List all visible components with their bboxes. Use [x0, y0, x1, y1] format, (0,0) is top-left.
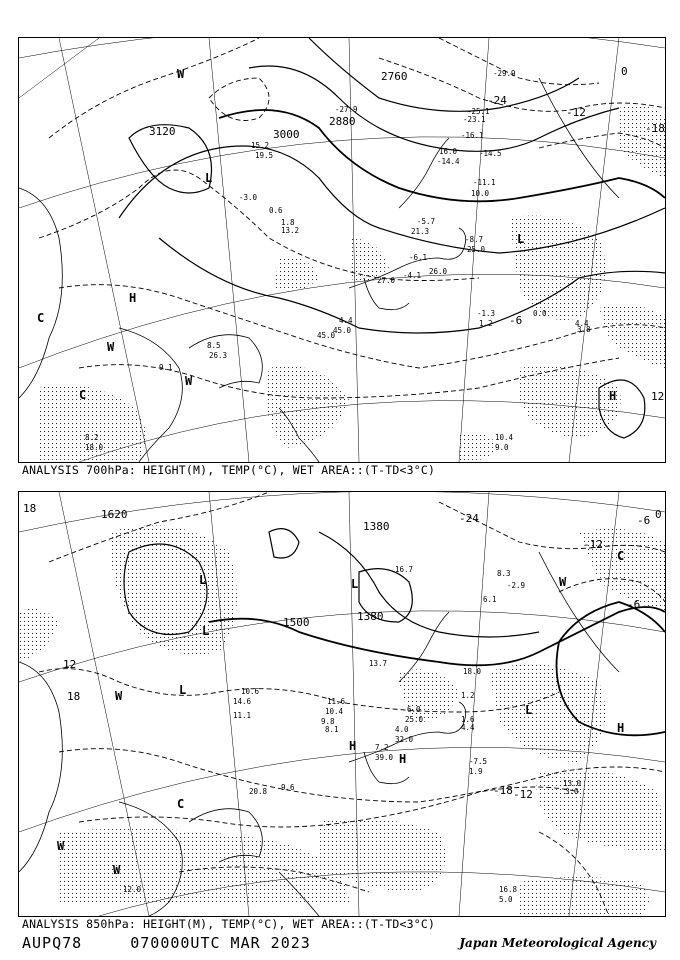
pressure-center-marker: C: [37, 311, 45, 325]
pressure-center-marker: H: [617, 721, 625, 735]
pressure-center-marker: L: [179, 683, 187, 697]
isotherm-label: 18: [23, 502, 37, 515]
station-plot-value: -2.9: [507, 581, 526, 590]
valid-time: 070000UTC MAR 2023: [130, 934, 311, 952]
station-plot-value: 1.9: [469, 767, 483, 776]
station-plot-value: -11.1: [473, 178, 496, 187]
wet-area-850: [19, 525, 665, 916]
map-850hpa: [19, 492, 665, 916]
isotherm-label: -6: [627, 598, 641, 611]
station-plot-value: -3.0: [239, 193, 258, 202]
caption-850hpa: ANALYSIS 850hPa: HEIGHT(M), TEMP(°C), WET AREA::(T-TD<3°C): [22, 917, 436, 931]
station-plot-value: -29.9: [493, 69, 516, 78]
pressure-center-marker: W: [559, 575, 567, 589]
station-plot-value: 12.0: [123, 885, 142, 894]
pressure-center-marker: H: [609, 389, 617, 403]
pressure-center-marker: C: [79, 388, 87, 402]
isotherm-label: -18: [493, 784, 513, 797]
pressure-center-marker: C: [617, 549, 625, 563]
station-plot-value: 9.1: [159, 363, 173, 372]
station-plot-value: 25.0: [405, 715, 424, 724]
station-plot-value: -1.3: [477, 309, 496, 318]
station-plot-value: -27.9: [335, 105, 358, 114]
station-plot-value: 10.6: [241, 687, 260, 696]
station-plot-value: -14.5: [479, 149, 502, 158]
station-plot-value: 10.4: [325, 707, 344, 716]
station-plot-value: 7.2: [375, 743, 389, 752]
pressure-center-marker: W: [185, 374, 193, 388]
pressure-center-marker: W: [57, 839, 65, 853]
station-plot-value: 6.1: [483, 595, 497, 604]
station-plot-value: 3.8: [577, 325, 591, 334]
caption-700hpa: ANALYSIS 700hPa: HEIGHT(M), TEMP(°C), WET AREA::(T-TD<3°C): [22, 463, 436, 477]
pressure-center-marker: W: [113, 863, 121, 877]
station-plot-value: 25.0: [467, 245, 486, 254]
isotherms-700: [39, 38, 665, 398]
station-plot-value: 18.0: [85, 443, 104, 452]
pressure-center-marker: W: [115, 689, 123, 703]
station-plot-value: 5.0: [499, 895, 513, 904]
pressure-center-marker: H: [399, 752, 407, 766]
station-plot-value: 18.0: [463, 667, 482, 676]
station-plot-value: 9.6: [281, 783, 295, 792]
isotherm-label: 0: [655, 508, 662, 521]
station-plot-value: -16.1: [461, 131, 484, 140]
height-contour-label: 3000: [273, 128, 300, 141]
product-code: AUPQ78: [22, 934, 83, 952]
station-plot-value: 8.5: [207, 341, 221, 350]
height-contour-label: 2760: [381, 70, 408, 83]
station-plot-value: -6.1: [409, 253, 428, 262]
station-plot-value: -14.4: [437, 157, 460, 166]
station-plot-value: 27.0: [377, 276, 396, 285]
station-plot-value: 16.8: [499, 885, 518, 894]
height-contour-label: 3120: [149, 125, 176, 138]
station-plot-value: 1.2: [461, 691, 475, 700]
station-plot-value: 6.0: [407, 705, 421, 714]
station-plot-value: -8.7: [465, 235, 484, 244]
station-plot-value: 8.1: [325, 725, 339, 734]
station-plot-value: -5.7: [417, 217, 436, 226]
station-plot-value: 45.0: [317, 331, 336, 340]
station-plot-value: 45.0: [333, 326, 352, 335]
station-plot-value: 13.2: [281, 226, 300, 235]
height-contour-label: 1620: [101, 508, 128, 521]
isotherm-label: -24: [487, 94, 507, 107]
height-contour-label: 2880: [329, 115, 356, 128]
pressure-center-marker: H: [349, 739, 357, 753]
station-plot-value: 11.1: [233, 711, 252, 720]
station-plot-value: 11.6: [327, 697, 346, 706]
isotherm-label: -18: [645, 122, 665, 135]
map-700hpa: [19, 38, 665, 462]
station-plot-value: 32.0: [395, 735, 414, 744]
station-plot-value: 0.6: [269, 206, 283, 215]
station-plot-value: 20.8: [249, 787, 268, 796]
pressure-center-marker: C: [177, 797, 185, 811]
station-plot-value: 8.2: [85, 433, 99, 442]
station-plot-value: 10.4: [495, 433, 514, 442]
isotherm-label: 18: [67, 690, 81, 703]
station-plot-value: 19.5: [255, 151, 274, 160]
agency-name: Japan Meteorological Agency: [459, 936, 656, 950]
station-plot-value: 13.7: [369, 659, 388, 668]
height-contour-label: 1380: [357, 610, 384, 623]
station-plot-value: 0.0: [533, 309, 547, 318]
station-plot-value: 8.3: [497, 569, 511, 578]
station-plot-value: 13.0: [563, 779, 582, 788]
product-code-and-time: [22, 934, 311, 952]
station-plot-value: 16.0: [439, 147, 458, 156]
station-plot-value: 4.4: [461, 723, 475, 732]
pressure-center-marker: H: [129, 291, 137, 305]
pressure-center-marker: L: [205, 171, 213, 185]
station-plot-value: -23.1: [463, 115, 486, 124]
isotherm-label: 12: [63, 658, 77, 671]
station-plot-value: 4.0: [395, 725, 409, 734]
pressure-center-marker: W: [177, 67, 185, 81]
isotherm-label: -12: [513, 788, 533, 801]
station-plot-value: 15.2: [251, 141, 270, 150]
station-plot-value: 21.3: [411, 227, 430, 236]
pressure-center-marker: L: [202, 624, 210, 638]
station-plot-value: -7.5: [469, 757, 488, 766]
station-plot-value: 10.0: [471, 189, 490, 198]
station-plot-value: 1.2: [479, 319, 493, 328]
station-plot-value: 26.3: [209, 351, 228, 360]
isotherm-label: 0: [621, 65, 628, 78]
station-plot-value: 16.7: [395, 565, 414, 574]
station-plot-value: 9.8: [321, 717, 335, 726]
height-contour-label: 1500: [283, 616, 310, 629]
isotherm-label: -12: [583, 538, 603, 551]
station-plot-value: -25.1: [467, 107, 490, 116]
station-plot-value: 1.6: [461, 715, 475, 724]
station-plot-value: -4.1: [403, 271, 422, 280]
station-plot-value: 14.6: [233, 697, 252, 706]
station-plot-value: 9.0: [495, 443, 509, 452]
isotherm-label: -6: [509, 314, 523, 327]
isotherm-label: -12: [566, 106, 586, 119]
station-plot-value: 39.0: [375, 753, 394, 762]
station-plot-value: 3.0: [565, 787, 579, 796]
chart-panel-850hpa: [18, 491, 666, 917]
station-plot-value: 4.4: [339, 316, 353, 325]
pressure-center-marker: W: [107, 340, 115, 354]
isotherm-label: -6: [637, 514, 651, 527]
chart-panel-700hpa: [18, 37, 666, 463]
pressure-center-marker: L: [525, 703, 533, 717]
station-plot-value: 4.4: [575, 319, 589, 328]
station-plot-value: 1.8: [281, 218, 295, 227]
isotherm-label: -24: [459, 512, 479, 525]
height-contour-label: 1380: [363, 520, 390, 533]
station-plot-value: 26.0: [429, 267, 448, 276]
pressure-center-marker: L: [351, 577, 359, 591]
isotherm-label: 12: [651, 390, 665, 403]
pressure-center-marker: L: [517, 232, 525, 246]
pressure-center-marker: L: [199, 573, 207, 587]
